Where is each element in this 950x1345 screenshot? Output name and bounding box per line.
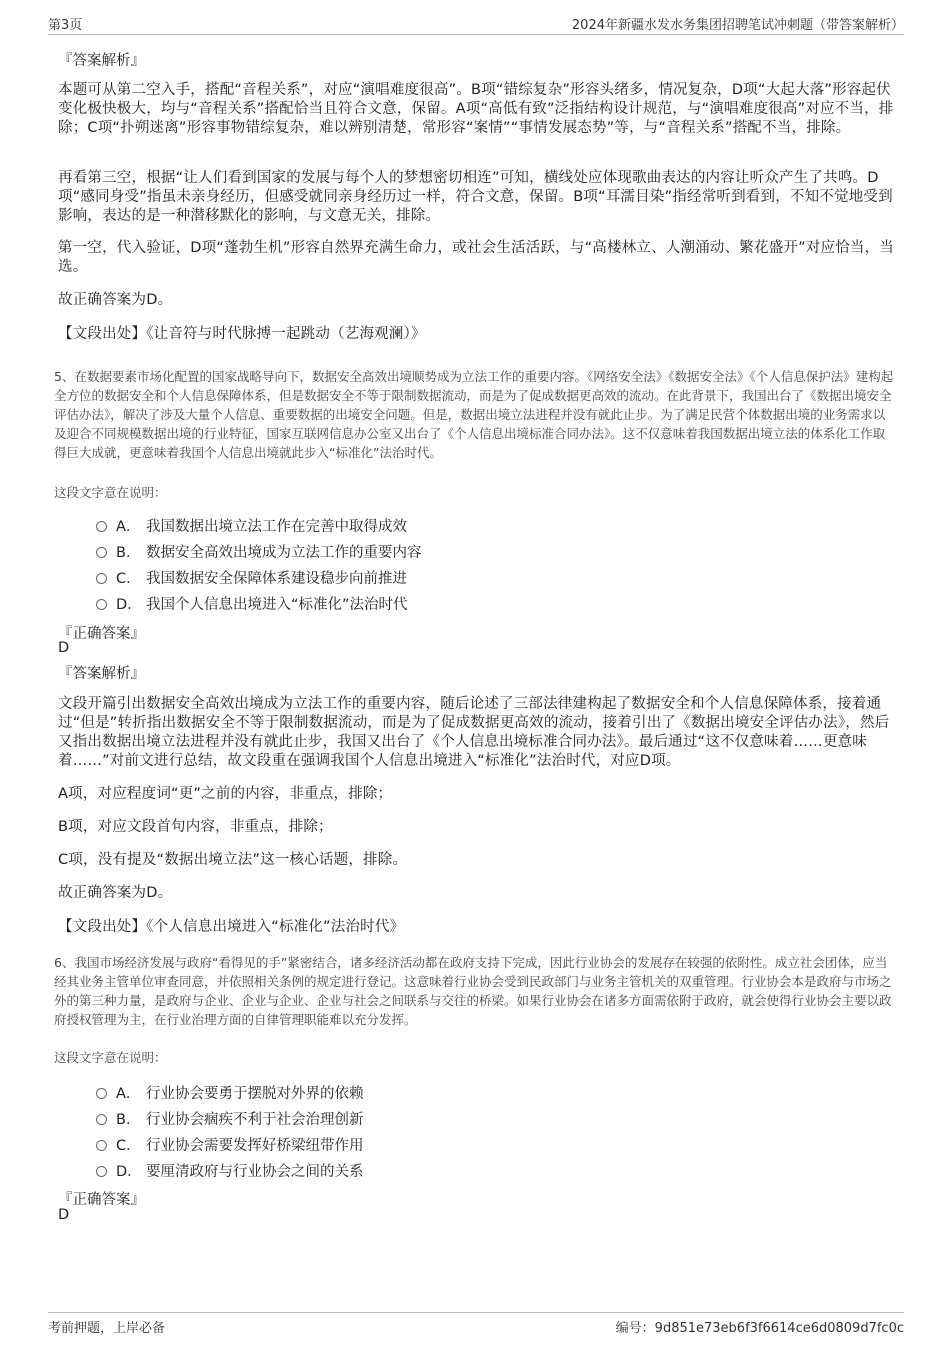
q4-analysis-para-1: 本题可从第二空入手，搭配“音程关系”，对应“演唱难度很高”。B项“错综复杂”形容头绪多，情况复杂，D项“大起大落”形容起伏变化极快极大，均与“音程关系”搭配恰当且符合文意，保留。A项“高低有致”泛指结构设计规范，与“演唱难度很高”对应不当，排除；C项“扑朔迷离”形容事物错综复杂，难以辨别清楚，常形容“案情”“事情发展态势”等，与“音程关系”搭配不当，排除。 (58, 82, 894, 136)
q4-conclusion: 故正确答案为D。 (58, 292, 173, 308)
page-header (48, 14, 904, 35)
q5-source: 【文段出处】《个人信息出境进入“标准化”法治时代》 (58, 919, 405, 935)
q5-prompt: 这段文字意在说明： (54, 485, 167, 500)
q6-option-d[interactable]: D． 要厘清政府与行业协会之间的关系 (96, 1160, 364, 1180)
radio-icon[interactable] (96, 599, 107, 610)
q6-option-c[interactable]: C． 行业协会需要发挥好桥梁纽带作用 (96, 1134, 364, 1154)
q5-passage: 5、在数据要素市场化配置的国家战略导向下，数据安全高效出境顺势成为立法工作的重要内容。《网络安全法》《数据安全法》《个人信息保护法》建构起全方位的数据安全和个人信息保障体系，但是数据安全不等于限制数据流动，而是为了促成数据更高效的流动。在此背景下，我国出台了《数据出境安全评估办法》，解决了涉及大量个人信息、重要数据的出境安全问题。但是，数据出境立法进程并没有就此止步。为了满足民营个体数据出境的业务需求以及迎合不同规模数据出境的行业特征，国家互联网信息办公室又出台了《个人信息出境标准合同办法》。这不仅意味着我国数据出境立法的体系化工作取得巨大成就，更意味着我国个人信息出境就此步入“标准化”法治时代。 (54, 369, 894, 460)
document-title: 2024年新疆水发水务集团招聘笔试冲刺题（带答案解析） (571, 18, 904, 33)
q5-analysis-para: 文段开篇引出数据安全高效出境成为立法工作的重要内容，随后论述了三部法律建构起了数据安全和个人信息保障体系，接着通过“但是”转折指出数据安全不等于限制数据流动，而是为了促成数据更高效的流动，接着引出了《数据出境安全评估办法》，然后又指出数据出境立法进程并没有就此止步，我国又出台了《个人信息出境标准合同办法》。最后通过“这不仅意味着……更意味着……”对前文进行总结，故文段重在强调我国个人信息出境进入“标准化”法治时代，对应D项。 (58, 696, 890, 769)
q4-analysis-para-2: 再看第三空，根据“让人们看到国家的发展与每个人的梦想密切相连”可知，横线处应体现歌曲表达的内容让听众产生了共鸣。D项“感同身受”指虽未亲身经历，但感受就同亲身经历过一样，符合文意，保留。B项“耳濡目染”指经常听到看到，不知不觉地受到影响，表达的是一种潜移默化的影响，与文意无关，排除。 (58, 170, 893, 224)
document-id: 编号：9d851e73eb6f3f6614ce6d0809d7fc0c (615, 1321, 904, 1336)
q6-answer: D (58, 1207, 70, 1223)
q5-option-a[interactable]: A． 我国数据出境立法工作在完善中取得成效 (96, 515, 407, 535)
q5-analysis-tag: 『答案解析』 (58, 666, 145, 682)
radio-icon[interactable] (96, 573, 107, 584)
q4-analysis-tag: 『答案解析』 (58, 53, 145, 69)
q5-analysis-c: C项，没有提及“数据出境立法”这一核心话题，排除。 (58, 852, 408, 868)
q5-answer: D (58, 640, 70, 656)
radio-icon[interactable] (96, 1166, 107, 1177)
q5-analysis-a: A项，对应程度词“更”之前的内容，非重点，排除； (58, 786, 393, 802)
q6-option-b[interactable]: B． 行业协会痼疾不利于社会治理创新 (96, 1108, 364, 1128)
q4-analysis-para-3: 第一空，代入验证，D项“蓬勃生机”形容自然界充满生命力，或社会生活活跃，与“高楼林立、人潮涌动、繁花盛开”对应恰当，当选。 (58, 240, 895, 275)
radio-icon[interactable] (96, 547, 107, 558)
page-number: 第3页 (48, 18, 83, 33)
q6-prompt: 这段文字意在说明： (54, 1050, 167, 1065)
q6-answer-tag: 『正确答案』 (58, 1192, 145, 1208)
radio-icon[interactable] (96, 1114, 107, 1125)
radio-icon[interactable] (96, 521, 107, 532)
radio-icon[interactable] (96, 1088, 107, 1099)
q5-analysis-b: B项，对应文段首句内容，非重点，排除； (58, 819, 333, 835)
q5-answer-tag: 『正确答案』 (58, 626, 145, 642)
q6-option-a[interactable]: A． 行业协会要勇于摆脱对外界的依赖 (96, 1082, 364, 1102)
q5-conclusion: 故正确答案为D。 (58, 885, 173, 901)
page-footer (48, 1312, 904, 1337)
q4-source: 【文段出处】《让音符与时代脉搏一起跳动（艺海观澜）》 (58, 326, 426, 342)
q6-passage: 6、我国市场经济发展与政府“看得见的手”紧密结合，诸多经济活动都在政府支持下完成，因此行业协会的发展存在较强的依附性。成立社会团体，应当经其业务主管单位审查同意，并依照相关条例的规定进行登记。这意味着行业协会受到民政部门与业务主管机关的双重管理。行业协会本是政府与市场之外的第三种力量，是政府与企业、企业与企业、企业与社会之间联系与交往的桥梁。如果行业协会在诸多方面需依附于政府，就会使得行业协会主要以政府授权管理为主，在行业治理方面的自律管理职能难以充分发挥。 (54, 955, 892, 1027)
q5-option-d[interactable]: D． 我国个人信息出境进入“标准化”法治时代 (96, 593, 408, 613)
footer-slogan: 考前押题，上岸必备 (48, 1321, 166, 1336)
radio-icon[interactable] (96, 1140, 107, 1151)
q5-option-b[interactable]: B． 数据安全高效出境成为立法工作的重要内容 (96, 541, 422, 561)
q5-option-c[interactable]: C． 我国数据安全保障体系建设稳步向前推进 (96, 567, 407, 587)
